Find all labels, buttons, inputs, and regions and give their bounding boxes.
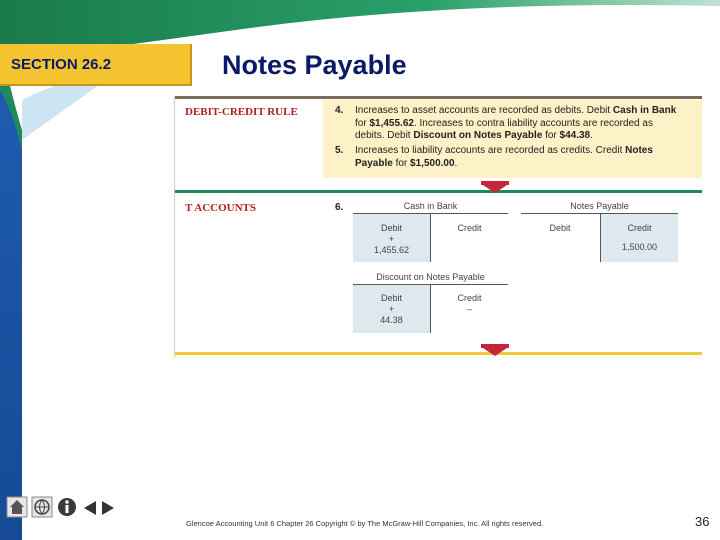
step-line: for $1,455.62. Increases to contra liability accounts are recorded as	[355, 117, 653, 129]
step-line: Increases to liability accounts are recorded as credits. Credit Notes	[355, 145, 653, 156]
t-account-divider	[430, 214, 431, 262]
account-title: Discount on Notes Payable	[376, 272, 485, 282]
step-number: 6.	[335, 202, 344, 213]
panel-top-rule	[175, 96, 702, 99]
step-number: 5.	[335, 145, 344, 156]
section-label: SECTION 26.2	[11, 56, 112, 73]
account-title: Notes Payable	[570, 201, 629, 211]
debit-sign: +	[388, 234, 395, 244]
account-title: Cash in Bank	[403, 201, 458, 211]
page-number: 36	[695, 514, 710, 529]
credit-label: Credit	[457, 293, 482, 303]
debit-value: 44.38	[380, 315, 403, 325]
debit-label: Debit	[380, 293, 402, 303]
spacer	[601, 234, 678, 242]
step-line: debits. Debit Discount on Notes Payable for $44.38.	[355, 130, 593, 141]
step-line: Payable for $1,500.00.	[355, 157, 458, 169]
debit-cell	[353, 223, 430, 256]
blue-left-band	[0, 90, 22, 540]
globe-icon[interactable]	[31, 496, 51, 518]
forward-arrow-icon[interactable]	[98, 498, 118, 520]
footer-copyright: Glencoe Accounting Unit 6 Chapter 26 Copyright © by The McGraw-Hill Companies, Inc. All rights reserved.	[186, 519, 544, 528]
step-line: Increases to asset accounts are recorded as debits. Debit Cash in Bank	[355, 105, 677, 116]
debit-value: 1,455.62	[373, 245, 410, 255]
t-accounts-label: T ACCOUNTS	[185, 202, 257, 214]
green-divider	[175, 190, 702, 193]
debit-sign: +	[388, 304, 395, 314]
credit-cell	[431, 293, 508, 315]
down-arrow-icon	[483, 348, 507, 356]
debit-cell	[521, 223, 599, 234]
info-icon[interactable]	[56, 496, 76, 518]
down-arrow-icon	[483, 185, 507, 193]
debit-credit-rule-label: DEBIT-CREDIT RULE	[185, 106, 298, 118]
accounting-panel	[174, 96, 702, 358]
slide-title: Notes Payable	[222, 50, 407, 80]
credit-cell	[601, 223, 678, 253]
debit-label: Debit	[380, 223, 402, 233]
credit-label: Credit	[457, 223, 482, 233]
back-arrow-icon[interactable]	[80, 498, 100, 520]
credit-sign: –	[466, 304, 472, 314]
credit-cell	[431, 223, 508, 234]
debit-label: Debit	[549, 223, 571, 233]
yellow-divider	[175, 352, 702, 355]
step-number: 4.	[335, 105, 344, 116]
debit-cell	[353, 293, 430, 326]
credit-label: Credit	[627, 223, 652, 233]
credit-value: 1,500.00	[621, 242, 658, 252]
home-icon[interactable]	[6, 496, 26, 518]
